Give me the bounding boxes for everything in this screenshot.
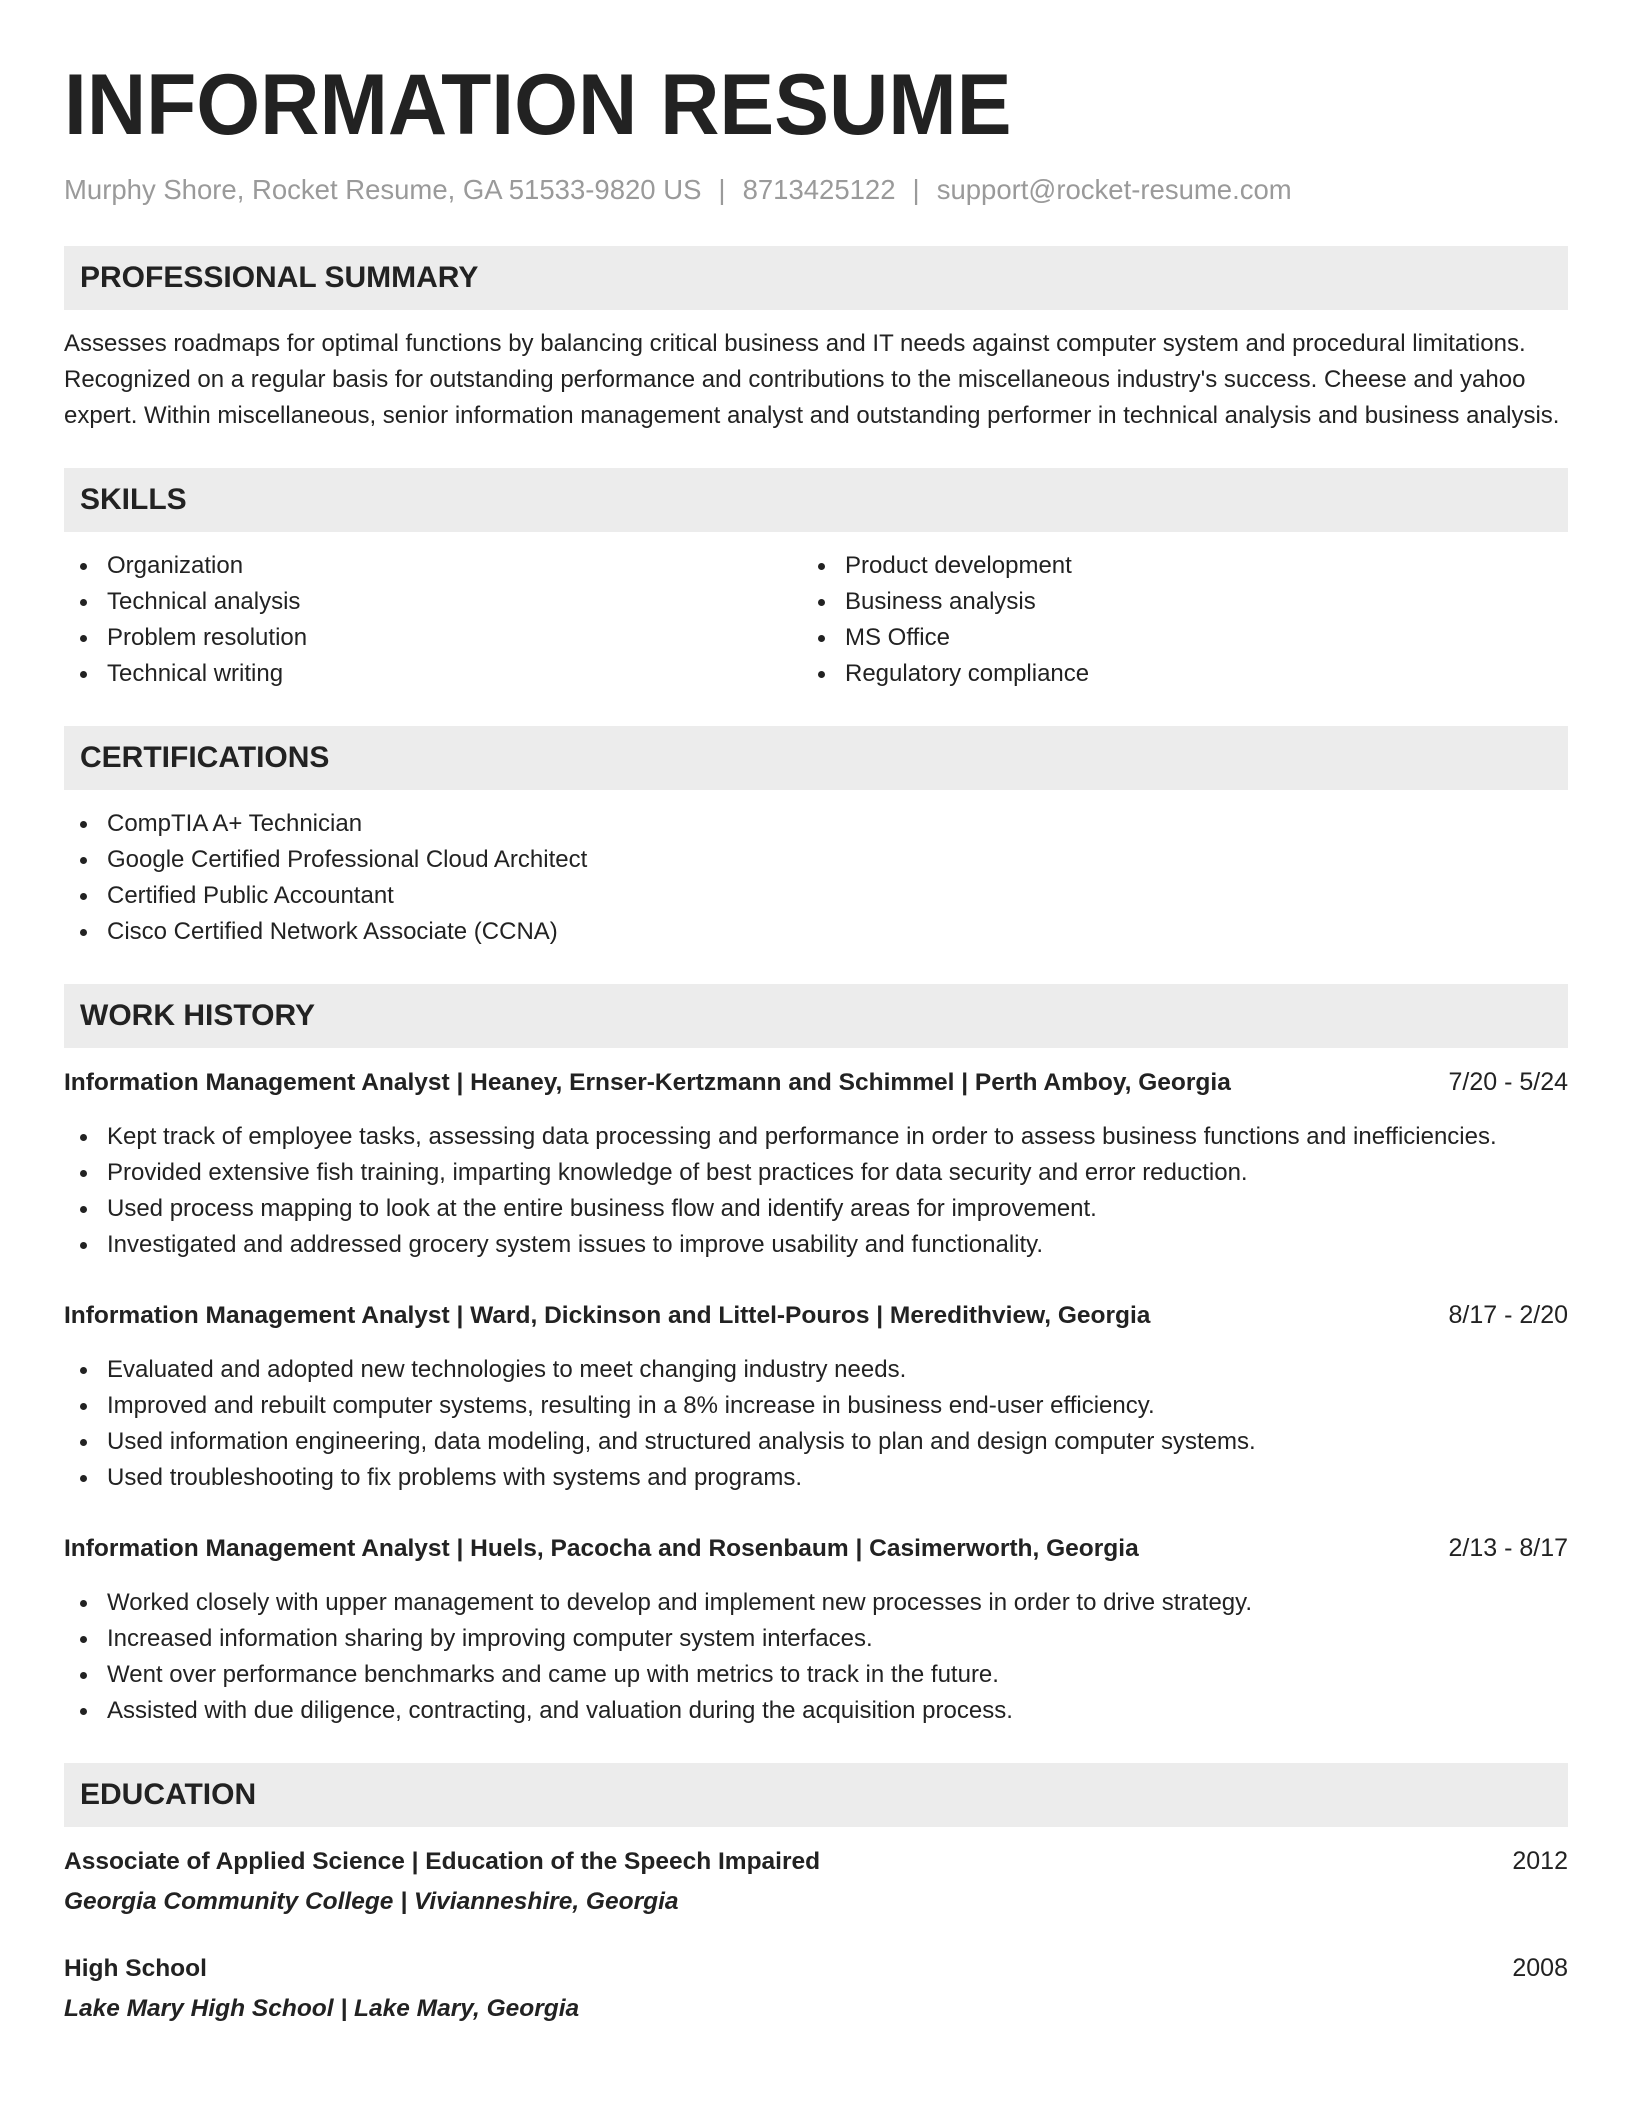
education-school: Georgia Community College | Vivianneshire, Georgia (64, 1888, 679, 1915)
job-bullet: Went over performance benchmarks and came up with metrics to track in the future. (64, 1657, 1568, 1693)
contact-line (64, 174, 1568, 206)
job-bullet: Used troubleshooting to fix problems with systems and programs. (64, 1460, 1568, 1496)
section-header-skills: SKILLS (64, 468, 1568, 532)
job-bullets (64, 1352, 1568, 1496)
job-dates: 7/20 - 5/24 (1448, 1068, 1568, 1096)
skill-item: Product development (802, 548, 1540, 584)
job-heading-row (64, 1530, 1568, 1567)
job-bullet: Used information engineering, data modeling, and structured analysis to plan and design computer systems. (64, 1424, 1568, 1460)
job-bullet: Worked closely with upper management to develop and implement new processes in order to drive strategy. (64, 1585, 1568, 1621)
contact-separator: | (912, 174, 920, 205)
job-bullets (64, 1119, 1568, 1263)
contact-email: support@rocket-resume.com (936, 174, 1292, 205)
job-bullet: Improved and rebuilt computer systems, resulting in a 8% increase in business end-user efficiency. (64, 1388, 1568, 1424)
skill-item: MS Office (802, 620, 1540, 656)
skill-item: Problem resolution (64, 620, 802, 656)
section-header-summary: PROFESSIONAL SUMMARY (64, 246, 1568, 310)
job-entry (64, 1297, 1568, 1496)
section-header-certifications: CERTIFICATIONS (64, 726, 1568, 790)
certification-item: Certified Public Accountant (64, 878, 1568, 914)
job-heading-row (64, 1064, 1568, 1101)
job-heading: Information Management Analyst | Ward, Dickinson and Littel-Pouros | Meredithview, Georgia (64, 1302, 1151, 1329)
job-heading-row (64, 1297, 1568, 1334)
education-year: 2008 (1512, 1954, 1568, 1982)
job-bullet: Evaluated and adopted new technologies to meet changing industry needs. (64, 1352, 1568, 1388)
skill-item: Organization (64, 548, 802, 584)
certification-item: Cisco Certified Network Associate (CCNA) (64, 914, 1568, 950)
education-degree: High School (64, 1955, 207, 1982)
section-header-work-history: WORK HISTORY (64, 984, 1568, 1048)
job-dates: 8/17 - 2/20 (1448, 1301, 1568, 1329)
education-entry (64, 1843, 1568, 1920)
job-entry (64, 1064, 1568, 1263)
education-year: 2012 (1512, 1847, 1568, 1875)
summary-text: Assesses roadmaps for optimal functions by balancing critical business and IT needs against computer system and procedural limitations. Recognized on a regular basis for outstanding performance and contributions to the miscellaneous industry's success. Cheese and yahoo expert. Within miscellaneous, senior information management analyst and outstanding performer in technical analysis and business analysis. (64, 330, 1560, 429)
certification-item: CompTIA A+ Technician (64, 806, 1568, 842)
job-bullet: Used process mapping to look at the entire business flow and identify areas for improvement. (64, 1191, 1568, 1227)
certification-item: Google Certified Professional Cloud Architect (64, 842, 1568, 878)
job-heading: Information Management Analyst | Heaney, Ernser-Kertzmann and Schimmel | Perth Amboy, Georgia (64, 1069, 1231, 1096)
skills-grid (64, 548, 1568, 692)
job-heading: Information Management Analyst | Huels, Pacocha and Rosenbaum | Casimerworth, Georgia (64, 1535, 1139, 1562)
job-bullet: Kept track of employee tasks, assessing data processing and performance in order to assess business functions and inefficiencies. (64, 1119, 1568, 1155)
job-bullet: Increased information sharing by improving computer system interfaces. (64, 1621, 1568, 1657)
job-bullet: Investigated and addressed grocery system issues to improve usability and functionality. (64, 1227, 1568, 1263)
contact-address: Murphy Shore, Rocket Resume, GA 51533-9820 US (64, 174, 702, 205)
resume-name: INFORMATION RESUME (64, 57, 1012, 153)
job-bullet: Provided extensive fish training, imparting knowledge of best practices for data security and error reduction. (64, 1155, 1568, 1191)
certifications-list (64, 806, 1568, 950)
job-bullet: Assisted with due diligence, contracting, and valuation during the acquisition process. (64, 1693, 1568, 1729)
education-degree: Associate of Applied Science | Education of the Speech Impaired (64, 1848, 821, 1875)
skills-column-left (64, 548, 802, 692)
skill-item: Technical analysis (64, 584, 802, 620)
skill-item: Technical writing (64, 656, 802, 692)
education-school: Lake Mary High School | Lake Mary, Georgia (64, 1995, 580, 2022)
education-entry (64, 1950, 1568, 2027)
skills-column-right (802, 548, 1540, 692)
contact-phone: 8713425122 (742, 174, 896, 205)
job-bullets (64, 1585, 1568, 1729)
skill-item: Business analysis (802, 584, 1540, 620)
skill-item: Regulatory compliance (802, 656, 1540, 692)
contact-separator: | (718, 174, 726, 205)
education-heading-row (64, 1843, 1568, 1880)
education-heading-row (64, 1950, 1568, 1987)
job-entry (64, 1530, 1568, 1729)
job-dates: 2/13 - 8/17 (1448, 1534, 1568, 1562)
section-header-education: EDUCATION (64, 1763, 1568, 1827)
